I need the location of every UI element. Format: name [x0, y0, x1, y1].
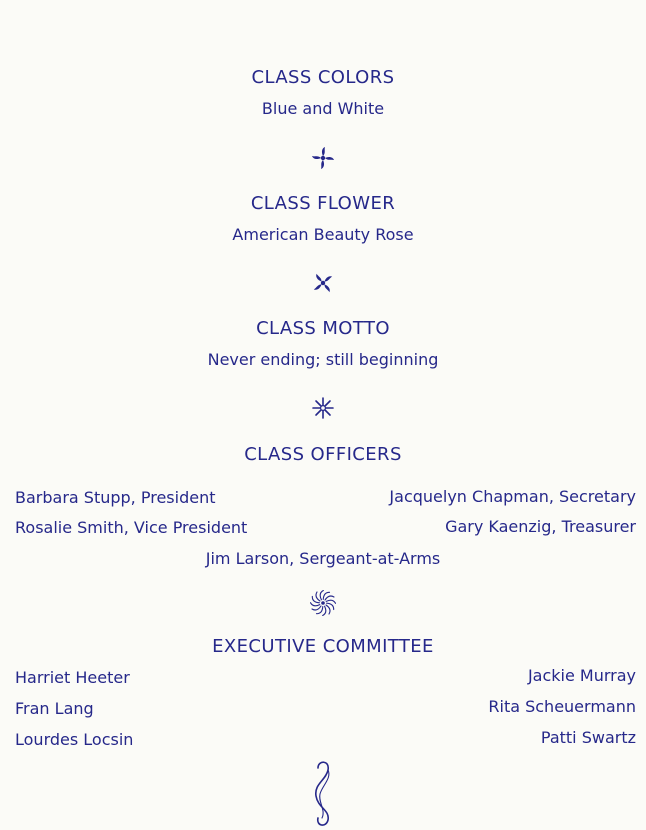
fleuron-icon: [310, 145, 336, 171]
class-motto-heading: CLASS MOTTO: [256, 318, 390, 339]
committee-member: Lourdes Locsin: [15, 730, 134, 749]
class-flower-value: American Beauty Rose: [232, 225, 414, 244]
committee-member: Rita Scheuermann: [488, 697, 636, 716]
class-flower-heading: CLASS FLOWER: [250, 193, 396, 214]
officer-vice-president: Rosalie Smith, Vice President: [15, 518, 248, 537]
committee-member: Patti Swartz: [540, 728, 636, 747]
officer-president: Barbara Stupp, President: [15, 488, 216, 507]
class-motto-value: Never ending; still beginning: [207, 350, 439, 369]
fleuron-icon: [310, 270, 336, 296]
class-colors-value: Blue and White: [261, 99, 385, 118]
class-colors-heading: CLASS COLORS: [251, 67, 395, 88]
swash-icon: [308, 758, 338, 828]
executive-committee-heading: EXECUTIVE COMMITTEE: [212, 636, 434, 657]
committee-member: Harriet Heeter: [15, 668, 130, 687]
officer-treasurer: Gary Kaenzig, Treasurer: [445, 517, 636, 536]
committee-member: Fran Lang: [15, 699, 94, 718]
officer-secretary: Jacquelyn Chapman, Secretary: [389, 487, 636, 506]
officer-sergeant-at-arms: Jim Larson, Sergeant-at-Arms: [205, 549, 441, 568]
committee-member: Jackie Murray: [527, 666, 636, 685]
asterism-icon: [311, 396, 335, 420]
sunburst-icon: [310, 590, 336, 616]
class-officers-heading: CLASS OFFICERS: [244, 444, 402, 465]
